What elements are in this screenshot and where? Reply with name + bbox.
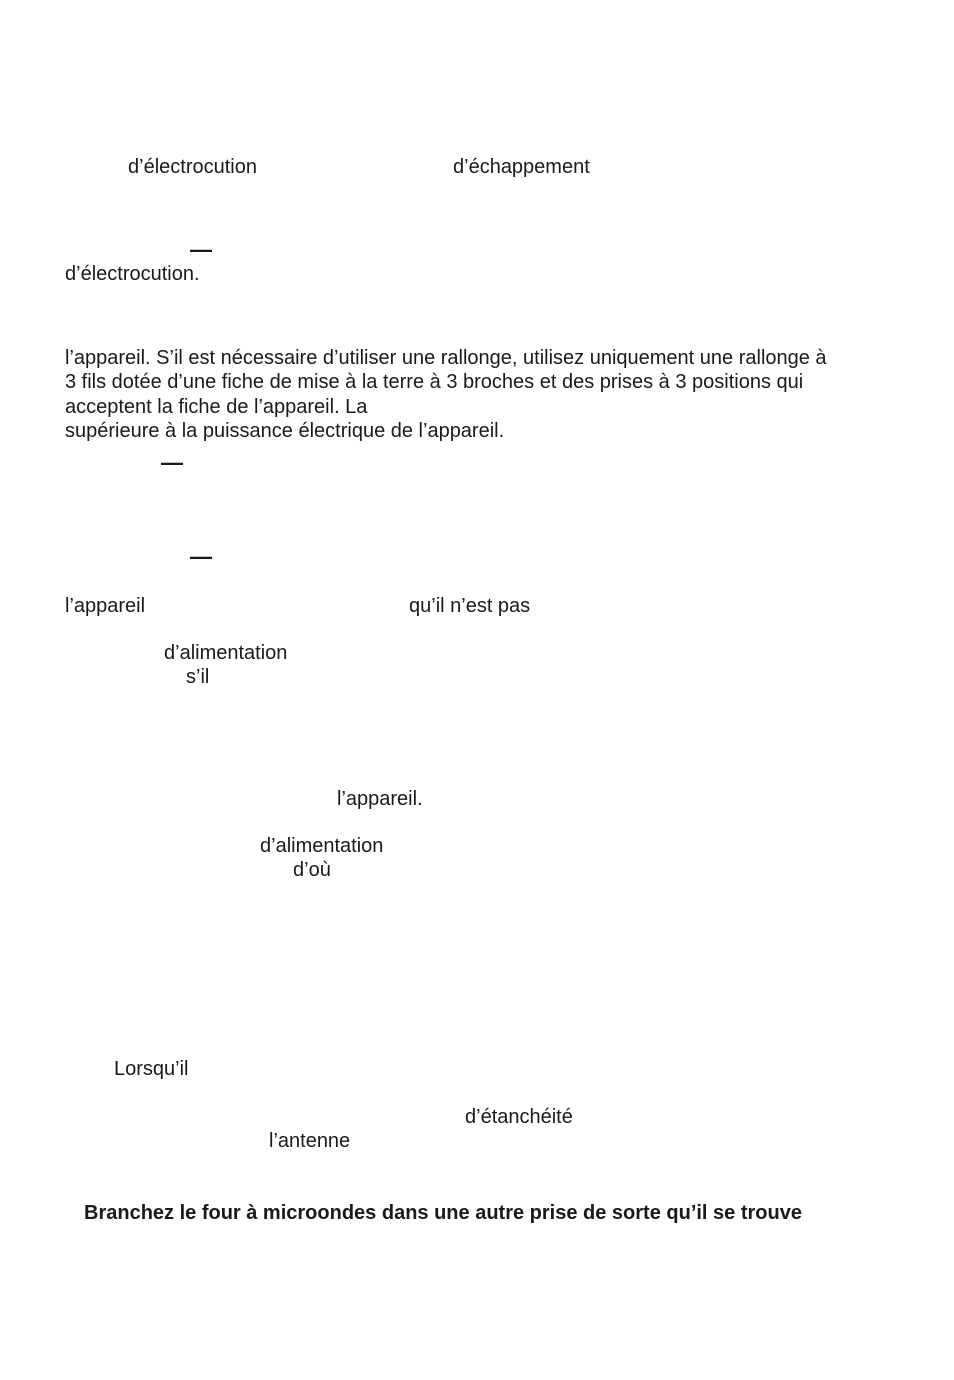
em-dash: — [190,544,212,569]
paragraph-line: acceptent la fiche de l’appareil. La [65,396,368,418]
em-dash: — [190,237,212,262]
paragraph-line: l’appareil. S’il est nécessaire d’utiliser une rallonge, utilisez uniquement une rallonge à [65,347,827,369]
text-fragment: d’électrocution. [65,263,200,285]
bold-instruction: Branchez le four à microondes dans une autre prise de sorte qu’il se trouve [84,1202,802,1224]
text-fragment: l’antenne [269,1130,351,1152]
text-fragment: l’appareil [65,595,146,617]
text-fragment: s’il [186,666,210,688]
text-fragment: d’échappement [453,156,590,178]
text-fragment: d’étanchéité [465,1106,573,1128]
text-fragment: d’électrocution [128,156,257,178]
text-fragment: l’appareil. [337,788,423,810]
paragraph-line: supérieure à la puissance électrique de l’appareil. [65,420,505,442]
text-fragment: qu’il n’est pas [409,595,531,617]
paragraph-line: 3 fils dotée d’une fiche de mise à la terre à 3 broches et des prises à 3 positions qui [65,371,804,393]
text-fragment: Lorsqu’il [114,1058,189,1080]
text-fragment: d’alimentation [260,835,384,857]
em-dash: — [161,450,183,475]
text-fragment: d’où [293,859,331,881]
text-fragment: d’alimentation [164,642,288,664]
